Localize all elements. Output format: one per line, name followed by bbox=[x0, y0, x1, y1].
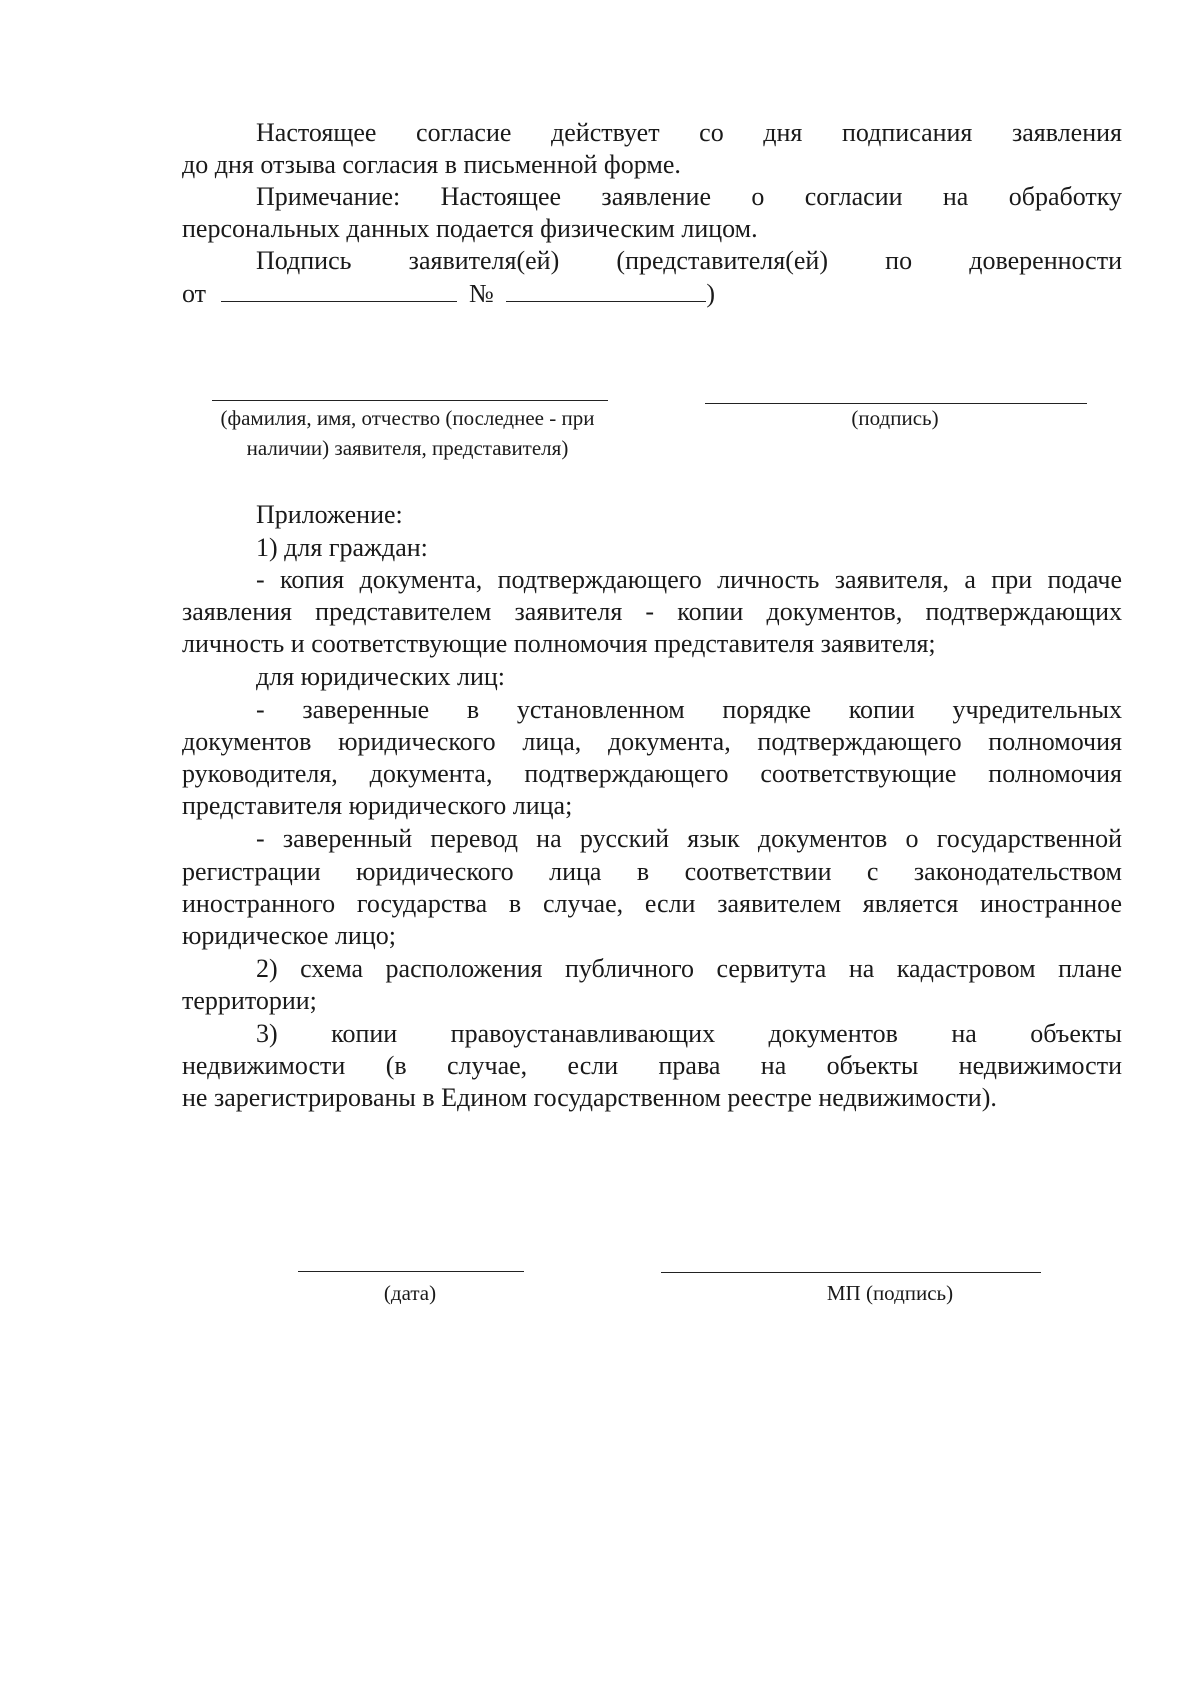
item2-line-1: 2) схема расположения публичного сервитута на кадастровом плане bbox=[256, 954, 1122, 983]
stamp-signature-caption: МП (подпись) bbox=[826, 1281, 954, 1305]
date-line bbox=[298, 1271, 524, 1272]
legal-item2-line-1: - заверенный перевод на русский язык документов о государственной bbox=[256, 824, 1122, 853]
item3-line-2: недвижимости (в случае, если права на объекты недвижимости bbox=[182, 1051, 1122, 1080]
from-label: от bbox=[182, 279, 207, 308]
note-text-line-2: персональных данных подается физическим лицом. bbox=[182, 214, 758, 243]
item3-line-3: не зарегистрированы в Едином государственном реестре недвижимости). bbox=[182, 1083, 997, 1112]
stamp-signature-line bbox=[661, 1272, 1041, 1273]
citizens-item-line-3: личность и соответствующие полномочия представителя заявителя; bbox=[182, 629, 936, 658]
note-text-line-1: Примечание: Настоящее заявление о согласии на обработку bbox=[256, 182, 1122, 211]
item3-line-1: 3) копии правоустанавливающих документов на объекты bbox=[256, 1019, 1122, 1048]
legal-item2-line-3: иностранного государства в случае, если заявителем является иностранное bbox=[182, 889, 1122, 918]
consent-text-line-2: до дня отзыва согласия в письменной форме. bbox=[182, 150, 681, 179]
closing-paren: ) bbox=[706, 279, 716, 308]
name-caption-line-1: (фамилия, имя, отчество (последнее - при bbox=[220, 406, 595, 430]
legal-item1-line-1: - заверенные в установленном порядке копии учредительных bbox=[256, 695, 1122, 724]
legal-item2-line-4: юридическое лицо; bbox=[182, 921, 396, 950]
signature-clause-line-1: Подпись заявителя(ей) (представителя(ей) по доверенности bbox=[256, 246, 1122, 275]
name-caption-line-2: наличии) заявителя, представителя) bbox=[246, 436, 569, 460]
date-caption: (дата) bbox=[383, 1281, 437, 1305]
number-blank bbox=[506, 277, 706, 302]
name-signature-line bbox=[212, 400, 608, 401]
attachments-heading: Приложение: bbox=[256, 500, 403, 529]
citizens-item-line-2: заявления представителем заявителя - копии документов, подтверждающих bbox=[182, 597, 1122, 626]
item2-line-2: территории; bbox=[182, 986, 317, 1015]
citizens-heading: 1) для граждан: bbox=[256, 533, 428, 562]
legal-item2-line-2: регистрации юридического лица в соответствии с законодательством bbox=[182, 857, 1122, 886]
signature-caption: (подпись) bbox=[851, 406, 939, 430]
legal-heading: для юридических лиц: bbox=[256, 662, 506, 691]
date-blank bbox=[221, 277, 457, 302]
citizens-item-line-1: - копия документа, подтверждающего личность заявителя, а при подаче bbox=[256, 565, 1122, 594]
signature-clause-line-2 bbox=[182, 277, 1122, 310]
legal-item1-line-3: руководителя, документа, подтверждающего соответствующие полномочия bbox=[182, 759, 1122, 788]
legal-item1-line-2: документов юридического лица, документа, подтверждающего полномочия bbox=[182, 727, 1122, 756]
legal-item1-line-4: представителя юридического лица; bbox=[182, 791, 573, 820]
number-label: № bbox=[469, 279, 494, 308]
consent-text-line-1: Настоящее согласие действует со дня подписания заявления bbox=[256, 118, 1122, 147]
